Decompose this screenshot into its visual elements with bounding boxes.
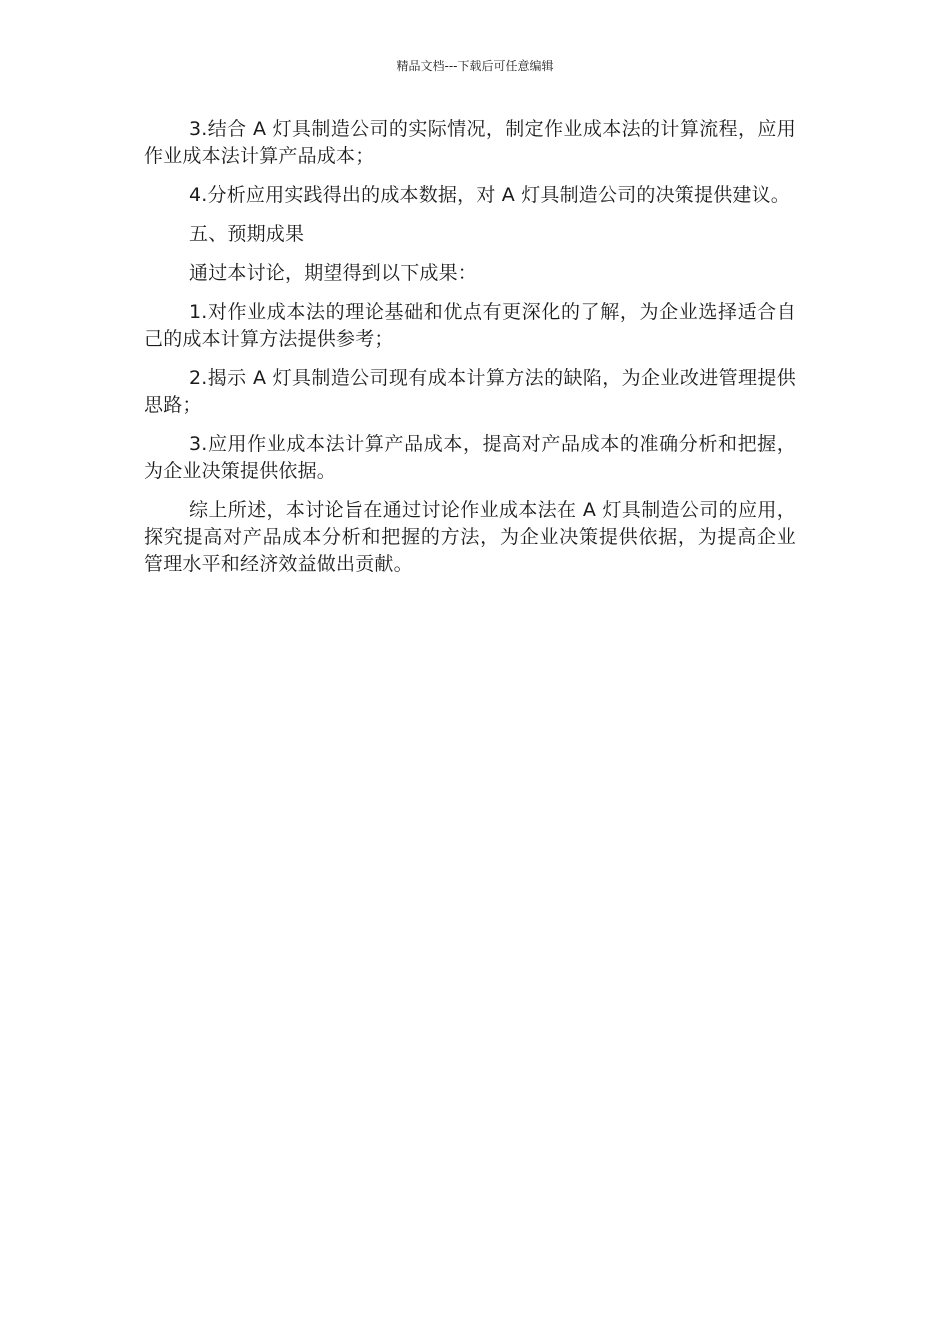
page-header: 精品文档---下载后可任意编辑 bbox=[396, 59, 554, 73]
paragraph-result-2: 2.揭示 A 灯具制造公司现有成本计算方法的缺陷，为企业改进管理提供思路； bbox=[144, 367, 796, 416]
paragraph-result-3: 3.应用作业成本法计算产品成本，提高对产品成本的准确分析和把握，为企业决策提供依据。 bbox=[144, 433, 796, 482]
section-heading-expected-results: 五、预期成果 bbox=[189, 223, 305, 245]
paragraph-intro: 通过本讨论，期望得到以下成果： bbox=[189, 262, 478, 284]
paragraph-summary: 综上所述，本讨论旨在通过讨论作业成本法在 A 灯具制造公司的应用，探究提高对产品成本分析和把握的方法，为企业决策提供依据，为提高企业管理水平和经济效益做出贡献。 bbox=[144, 499, 796, 575]
paragraph-result-1: 1.对作业成本法的理论基础和优点有更深化的了解，为企业选择适合自己的成本计算方法提供参考； bbox=[144, 301, 796, 350]
document-body bbox=[144, 116, 796, 590]
paragraph-item-3: 3.结合 A 灯具制造公司的实际情况，制定作业成本法的计算流程，应用作业成本法计算产品成本； bbox=[144, 118, 796, 167]
paragraph-item-4: 4.分析应用实践得出的成本数据，对 A 灯具制造公司的决策提供建议。 bbox=[189, 184, 791, 206]
